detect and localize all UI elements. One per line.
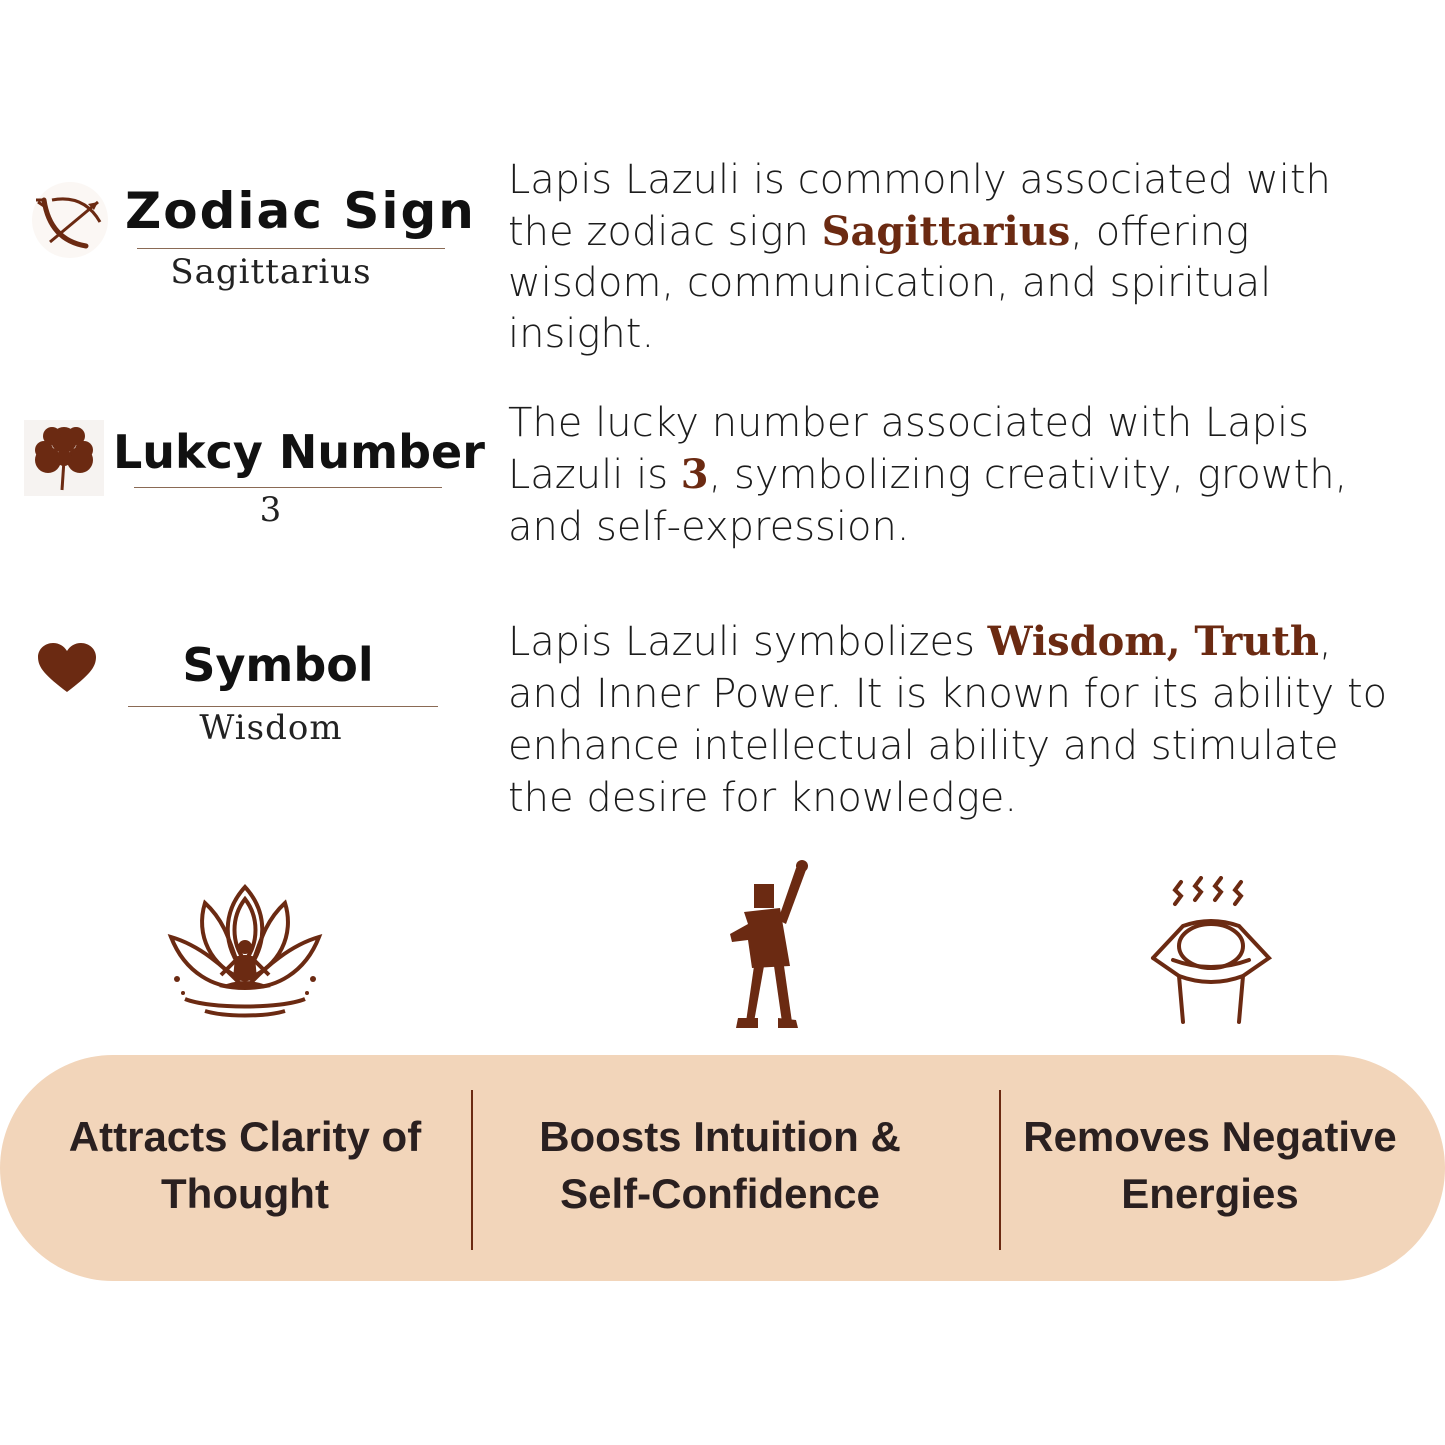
benefit-intuition	[500, 1100, 940, 1230]
benefit-divider-2	[999, 1090, 1001, 1250]
sagittarius-archer-icon	[30, 180, 110, 260]
symbol-value: Wisdom	[199, 708, 343, 748]
zodiac-divider	[137, 248, 445, 249]
heart-icon	[36, 642, 98, 694]
benefit-clarity-text	[69, 1108, 421, 1222]
benefit-intuition-line2: Self-Confidence	[560, 1170, 880, 1217]
zodiac-description-text-end: , offering wisdom, communication, and spiritual insight.	[508, 209, 1272, 357]
lucky-number-divider	[134, 487, 442, 488]
benefit-negative-energies	[1010, 1100, 1410, 1230]
symbol-description	[508, 616, 1388, 824]
lucky-number-value: 3	[259, 490, 283, 530]
zodiac-value: Sagittarius	[170, 252, 372, 292]
zodiac-description-text: Lapis Lazuli is commonly associated with the zodiac sign	[508, 157, 1331, 255]
lucky-number-description-text: The lucky number associated with Lapis Lazuli is	[508, 400, 1309, 498]
symbol-description-highlight: Wisdom, Truth	[987, 618, 1319, 665]
benefit-divider-1	[471, 1090, 473, 1250]
raised-fist-person-icon	[722, 858, 818, 1030]
benefit-intuition-text	[539, 1108, 901, 1222]
benefit-negative-energies-text	[1023, 1108, 1397, 1222]
stress-relief-head-icon	[1143, 876, 1279, 1026]
zodiac-title: Zodiac Sign	[125, 182, 476, 240]
benefit-clarity-line1: Attracts Clarity of	[68, 1113, 422, 1160]
shamrock-icon	[24, 420, 104, 496]
lucky-number-title: Lukcy Number	[113, 425, 485, 479]
benefit-intuition-line1: Boosts Intuition &	[539, 1113, 901, 1160]
benefit-negative-energies-line1: Removes Negative	[1023, 1113, 1397, 1160]
lotus-meditation-icon	[165, 883, 325, 1023]
symbol-divider	[128, 706, 438, 707]
benefit-clarity	[40, 1100, 450, 1230]
benefit-negative-energies-line2: Energies	[1121, 1170, 1299, 1217]
lucky-number-description-highlight: 3	[680, 451, 709, 498]
lucky-number-description	[508, 397, 1388, 553]
lucky-number-description-text-end: , symbolizing creativity, growth, and self-expression.	[508, 452, 1348, 550]
benefit-clarity-line2: Thought	[161, 1170, 329, 1217]
symbol-title: Symbol	[182, 638, 374, 692]
zodiac-description-highlight: Sagittarius	[821, 208, 1071, 255]
symbol-description-text-end: , and Inner Power. It is known for its ability to enhance intellectual ability and stimulate the desire for knowledge.	[508, 619, 1388, 821]
zodiac-description	[508, 155, 1388, 360]
symbol-description-text: Lapis Lazuli symbolizes	[508, 619, 988, 665]
